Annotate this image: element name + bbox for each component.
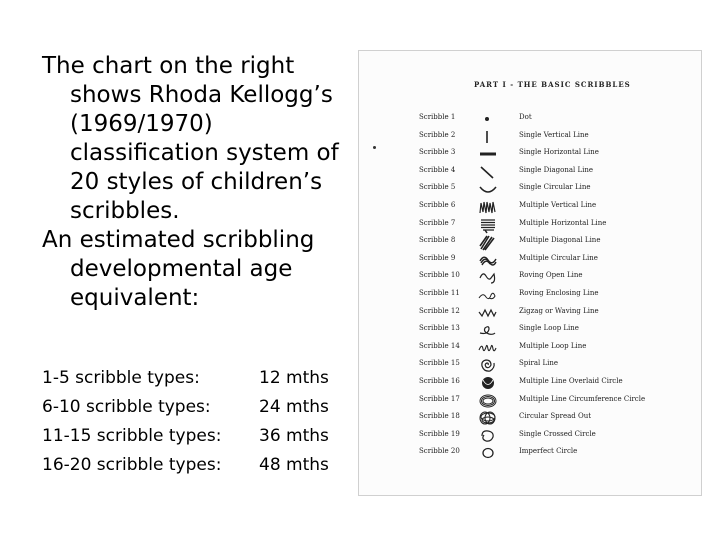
scribble-name: Multiple Line Overlaid Circle	[519, 377, 623, 385]
scribble-label: Scribble 19	[419, 429, 460, 438]
scribble-label: Scribble 9	[419, 253, 456, 262]
scribble-name: Single Diagonal Line	[519, 165, 594, 174]
crossed-circle-icon	[477, 427, 499, 445]
scribble-name: Multiple Diagonal Line	[519, 236, 601, 245]
scribble-chart-image	[358, 50, 702, 496]
scribble-row	[359, 374, 701, 392]
age-value: 48 mths	[259, 455, 329, 475]
scribble-row	[359, 128, 701, 146]
description-text	[42, 52, 342, 313]
scribble-label: Scribble 3	[419, 148, 456, 157]
scribble-name: Imperfect Circle	[519, 447, 578, 456]
scribble-name: Zigzag or Waving Line	[519, 306, 599, 315]
scribble-name: Roving Open Line	[519, 271, 583, 280]
multiple-horizontal-line-icon	[477, 216, 499, 234]
scribble-name: Single Horizontal Line	[519, 148, 599, 157]
scribble-row	[359, 216, 701, 234]
horizontal-line-icon	[477, 145, 499, 163]
scribble-row	[359, 392, 701, 410]
circumference-circle-icon	[477, 392, 499, 410]
scribble-row	[359, 409, 701, 427]
scribble-row	[359, 304, 701, 322]
bullet-chart-description: The chart on the right shows Rhoda Kellogg’s (1969/1970) classification system of 20 styles of children’s scribbles.	[42, 53, 339, 224]
age-range: 16-20 scribble types:	[42, 455, 222, 475]
age-range: 1-5 scribble types:	[42, 368, 200, 388]
age-value: 24 mths	[259, 397, 329, 417]
scribble-row	[359, 233, 701, 251]
scribble-name: Multiple Horizontal Line	[519, 218, 607, 227]
scribble-row	[359, 163, 701, 181]
roving-enclosing-line-icon	[477, 286, 499, 304]
scribble-name: Spiral Line	[519, 359, 559, 368]
age-value: 36 mths	[259, 426, 329, 446]
scribble-row	[359, 110, 701, 128]
scribble-label: Scribble 18	[419, 412, 460, 421]
roving-open-line-icon	[477, 268, 499, 286]
age-equivalent-list	[42, 367, 362, 483]
age-row	[42, 367, 362, 396]
scribble-row	[359, 339, 701, 357]
scribble-label: Scribble 13	[419, 324, 460, 333]
age-row	[42, 454, 362, 483]
scribble-label: Scribble 8	[419, 236, 456, 245]
scribble-name: Circular Spread Out	[519, 412, 592, 421]
dot-icon	[477, 110, 499, 128]
scribble-label: Scribble 11	[419, 289, 460, 297]
scribble-label: Scribble 7	[419, 218, 456, 227]
scribble-name: Single Loop Line	[519, 324, 579, 333]
scribble-name: Single Crossed Circle	[519, 429, 596, 438]
scribble-label: Scribble 6	[419, 201, 456, 209]
age-row	[42, 396, 362, 425]
multiple-loop-line-icon	[477, 339, 499, 357]
age-value: 12 mths	[259, 368, 329, 388]
scribble-row	[359, 444, 701, 462]
age-range: 11-15 scribble types:	[42, 426, 222, 446]
scribble-label: Scribble 2	[419, 130, 456, 139]
multiple-circular-line-icon	[477, 251, 499, 269]
zigzag-line-icon	[477, 304, 499, 322]
single-loop-line-icon	[477, 321, 499, 339]
scribble-label: Scribble 10	[419, 271, 460, 280]
vertical-line-icon	[477, 128, 499, 146]
circular-spread-out-icon	[477, 409, 499, 427]
scribble-label: Scribble 17	[419, 394, 460, 403]
scribble-label: Scribble 16	[419, 377, 460, 385]
scribble-row	[359, 251, 701, 269]
scribble-name: Multiple Line Circumference Circle	[519, 394, 646, 403]
scribble-label: Scribble 5	[419, 183, 456, 192]
scribble-label: Scribble 15	[419, 359, 460, 368]
scribble-name: Multiple Loop Line	[519, 341, 587, 350]
scribble-name: Single Circular Line	[519, 183, 591, 192]
scribble-row	[359, 198, 701, 216]
scribble-name: Multiple Vertical Line	[519, 201, 597, 209]
scan-title: PART I - THE BASIC SCRIBBLES	[474, 80, 631, 89]
multiple-vertical-line-icon	[477, 198, 499, 216]
scribble-row	[359, 286, 701, 304]
scribble-row	[359, 145, 701, 163]
overlaid-circle-icon	[477, 374, 499, 392]
scribble-name: Multiple Circular Line	[519, 253, 598, 262]
scribble-row	[359, 180, 701, 198]
scribble-name: Single Vertical Line	[519, 130, 589, 139]
scribble-label: Scribble 4	[419, 165, 456, 174]
spiral-line-icon	[477, 356, 499, 374]
scribble-row	[359, 356, 701, 374]
scribble-label: Scribble 12	[419, 306, 460, 315]
circular-line-icon	[477, 180, 499, 198]
scribble-row	[359, 268, 701, 286]
scribble-row	[359, 321, 701, 339]
scribble-label: Scribble 1	[419, 113, 456, 121]
scribble-row	[359, 427, 701, 445]
scribble-name: Dot	[519, 113, 532, 121]
multiple-diagonal-line-icon	[477, 233, 499, 251]
age-row	[42, 425, 362, 454]
scribble-label: Scribble 14	[419, 341, 460, 350]
scribble-name: Roving Enclosing Line	[519, 289, 599, 297]
scribble-label: Scribble 20	[419, 447, 460, 456]
bullet-age-intro: An estimated scribbling developmental age equivalent:	[42, 227, 315, 311]
diagonal-line-icon	[477, 163, 499, 181]
age-range: 6-10 scribble types:	[42, 397, 211, 417]
imperfect-circle-icon	[477, 444, 499, 462]
